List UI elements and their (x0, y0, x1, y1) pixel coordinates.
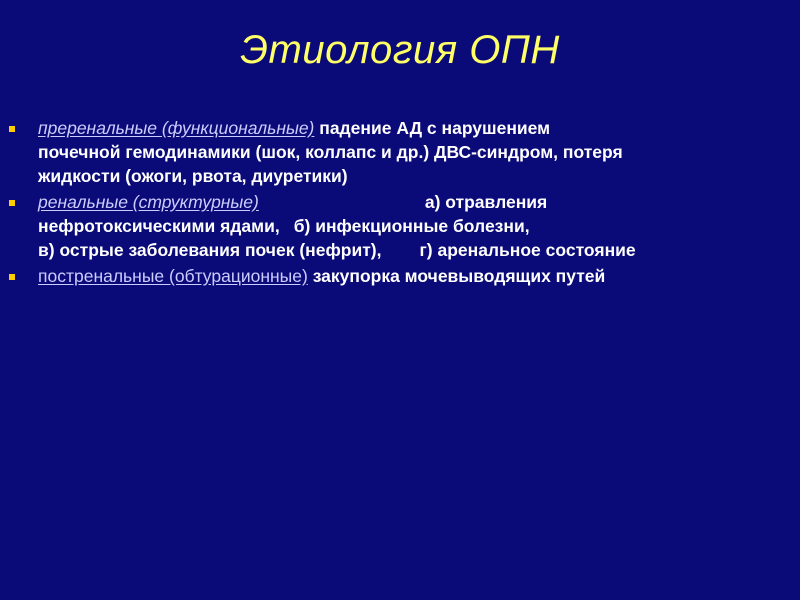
bullet-line (38, 116, 792, 140)
bullet-text: а) отравления (424, 192, 548, 212)
bullet-text: б) инфекционные болезни, (293, 216, 530, 236)
bullet-line (38, 238, 792, 262)
bullet-line: жидкости (ожоги, рвота, диуретики) (38, 166, 348, 186)
bullet-text: г) аренальное состояние (419, 240, 636, 260)
bullet-line: почечной гемодинамики (шок, коллапс и др.) ДВС-синдром, потеря (38, 142, 623, 162)
bullet-line (38, 190, 792, 214)
bullet-item-prerenal (0, 116, 800, 188)
bullet-line (38, 264, 792, 288)
bullet-text: падение АД с нарушением (314, 118, 551, 138)
bullet-line (38, 214, 792, 238)
term-renal: ренальные (структурные) (38, 192, 259, 212)
bullet-text: нефротоксическими ядами, (38, 216, 280, 236)
bullet-item-renal (0, 190, 800, 262)
square-bullet-icon (9, 200, 15, 206)
term-prerenal: преренальные (функциональные) (38, 118, 315, 138)
square-bullet-icon (9, 274, 15, 280)
bullet-text: закупорка мочевыводящих путей (307, 266, 606, 286)
term-postrenal: постренальные (обтурационные) (38, 266, 308, 286)
bullet-list (0, 116, 800, 290)
square-bullet-icon (9, 126, 15, 132)
slide-title: Этиология ОПН (240, 28, 560, 72)
bullet-item-postrenal (0, 264, 800, 288)
bullet-text: в) острые заболевания почек (нефрит), (38, 240, 382, 260)
